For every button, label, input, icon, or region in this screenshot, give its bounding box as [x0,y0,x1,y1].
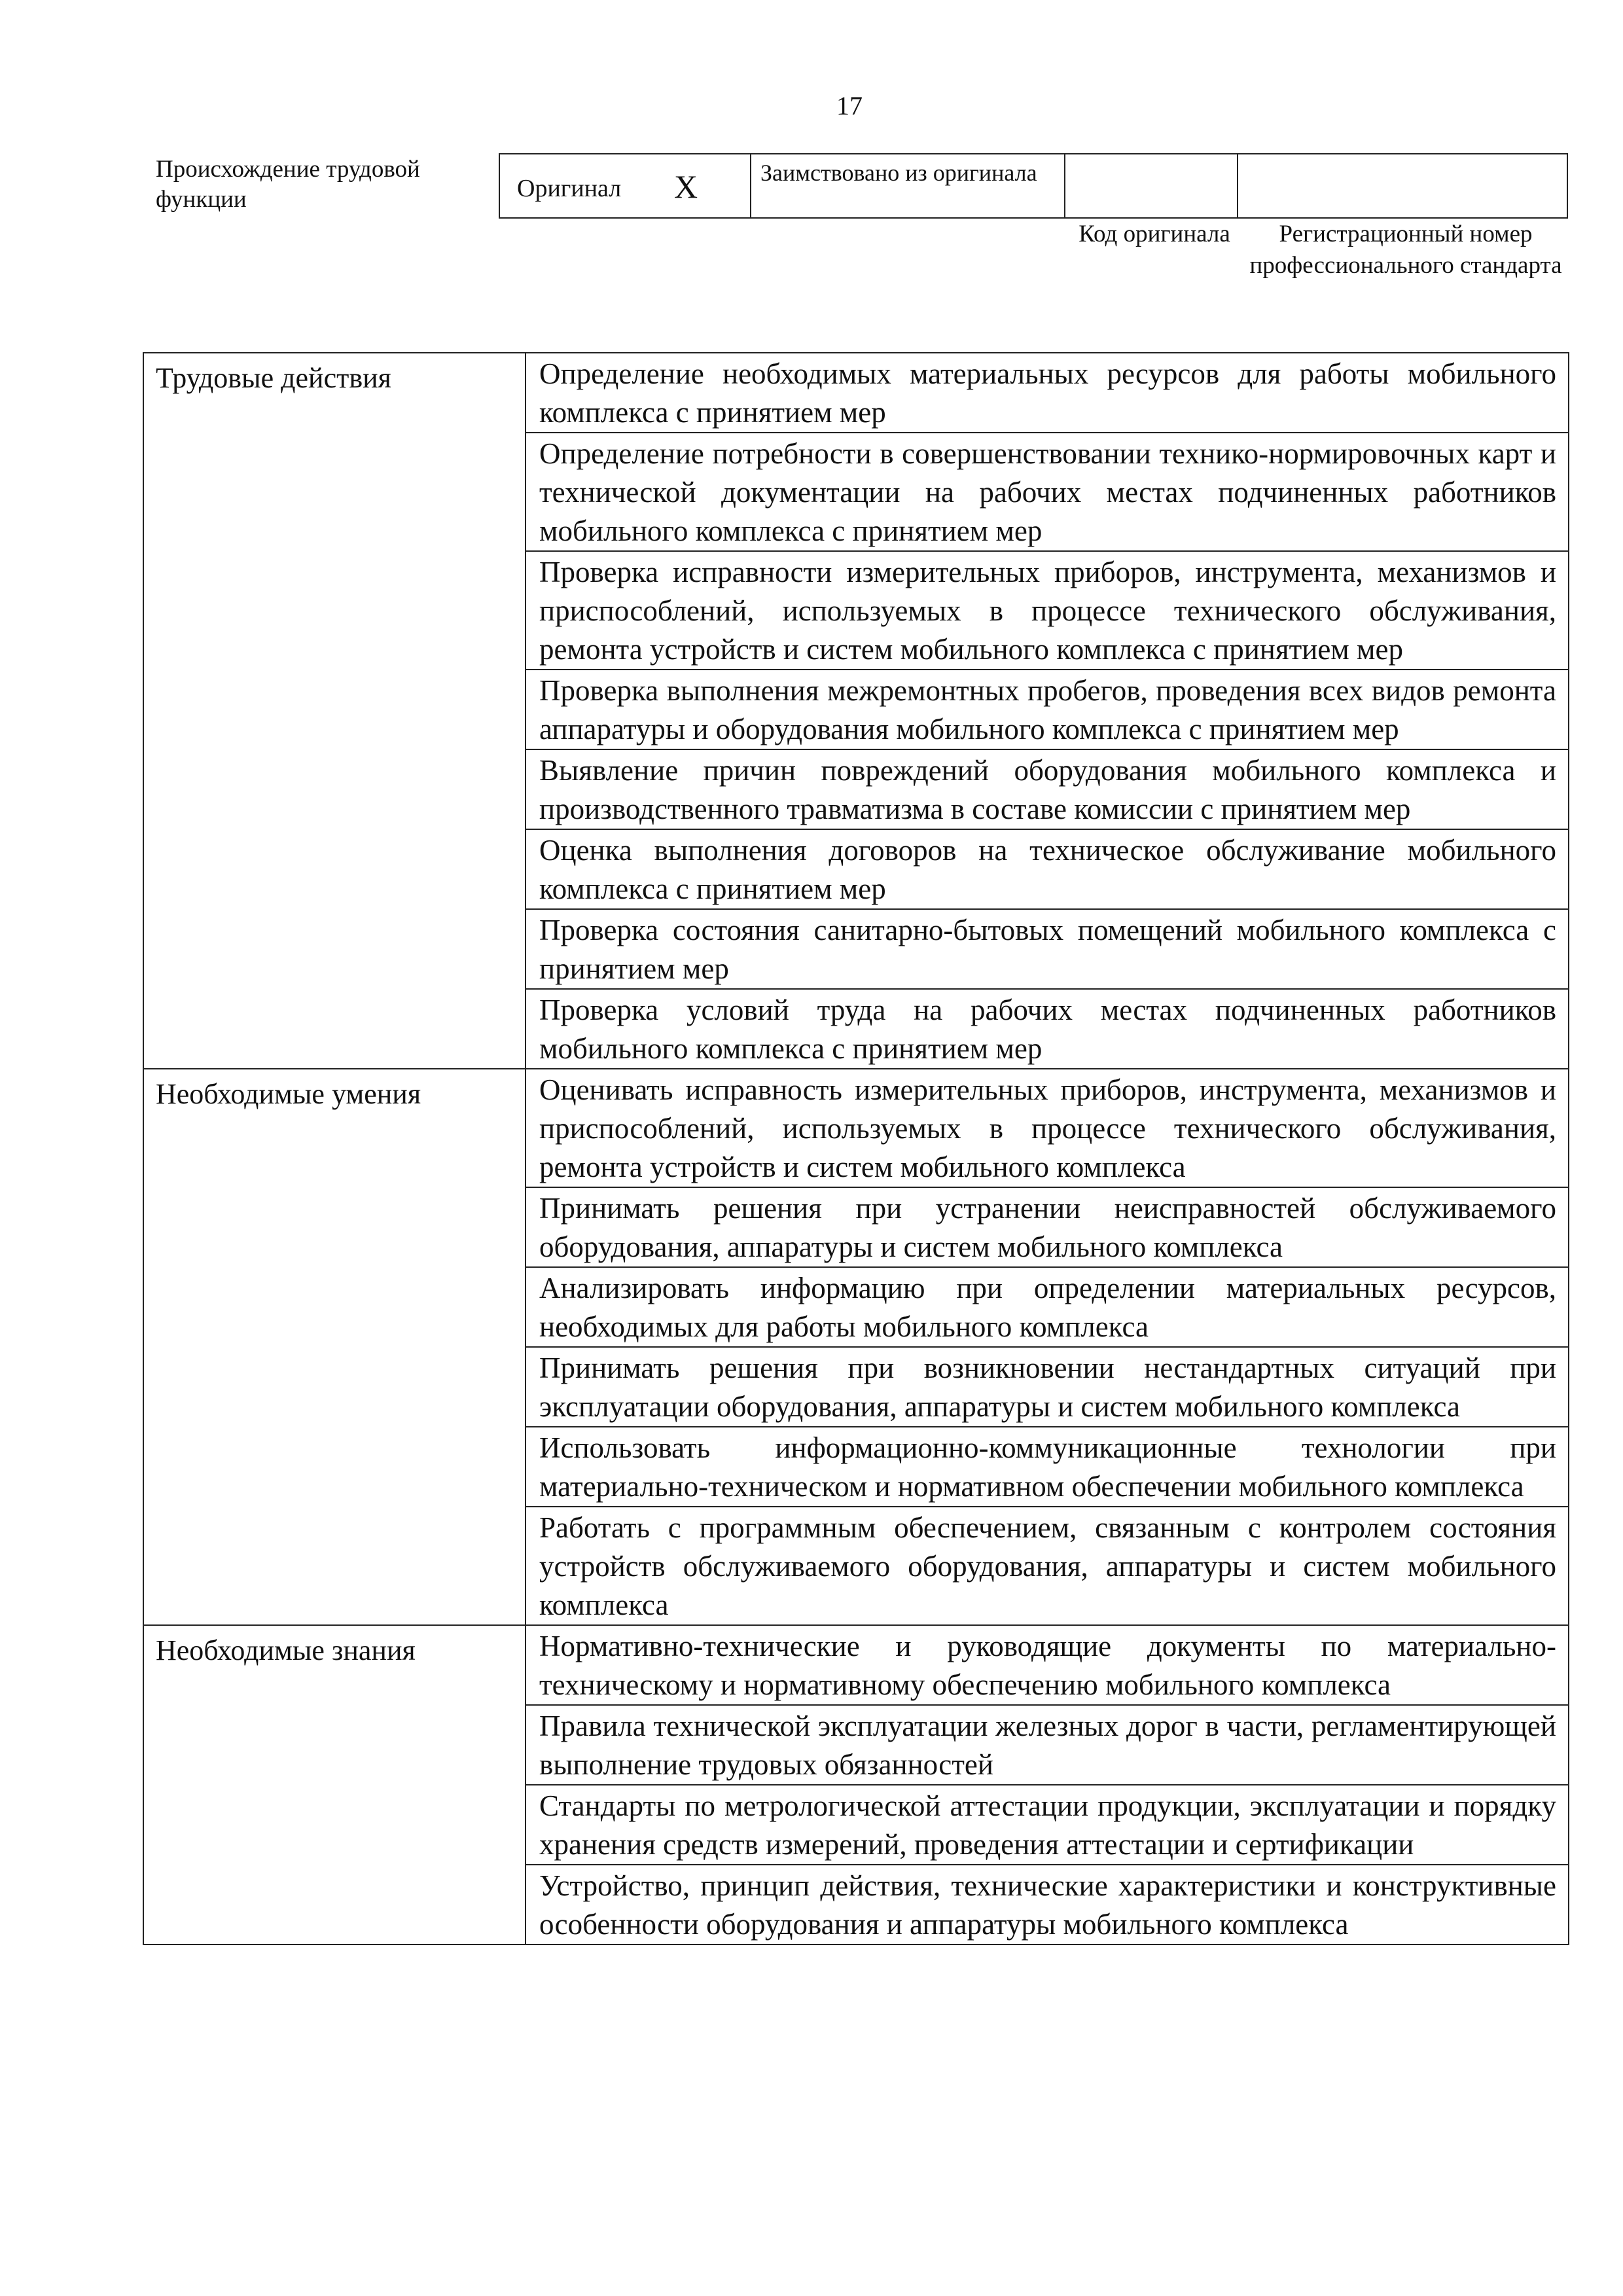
registration-number-cell [1238,154,1569,217]
borrowed-label: Заимствовано из оригинала [760,160,1037,186]
table-cell: Проверка состояния санитарно-бытовых помещений мобильного комплекса с принятием мер [526,909,1569,989]
original-mark: X [674,168,698,205]
table-cell: Определение потребности в совершенствовании технико-нормировочных карт и технической документации на рабочих местах подчиненных работников мобильного комплекса с принятием мер [526,433,1569,551]
section-title: Трудовые действия [143,353,526,1069]
origin-label: Происхождение трудовой функции [156,156,420,213]
table-cell: Проверка условий труда на рабочих местах подчиненных работников мобильного комплекса с принятием мер [526,989,1569,1069]
table-cell: Работать с программным обеспечением, связанным с контролем состояния устройств обслуживаемого оборудования, аппаратуры и систем мобильного комплекса [526,1507,1569,1625]
table-cell: Принимать решения при возникновении нестандартных ситуаций при эксплуатации оборудования, аппаратуры и систем мобильного комплекса [526,1347,1569,1427]
table-cell: Оценка выполнения договоров на техническое обслуживание мобильного комплекса с принятием мер [526,829,1569,909]
table-cell: Проверка выполнения межремонтных пробегов, проведения всех видов ремонта аппаратуры и оборудования мобильного комплекса с принятием мер [526,670,1569,749]
table-cell: Выявление причин повреждений оборудования мобильного комплекса и производственного травматизма в составе комиссии с принятием мер [526,749,1569,829]
table-row [143,1625,1569,1705]
registration-caption: Регистрационный номер профессионального стандарта [1249,221,1562,279]
table-row [143,353,1569,433]
table-cell: Проверка исправности измерительных приборов, инструмента, механизмов и приспособлений, используемых в процессе технического обслуживания, ремонта устройств и систем мобильного комплекса с принятием мер [526,551,1569,670]
original-cell [500,154,751,217]
function-table [143,352,1569,1945]
original-code-cell [1065,154,1238,217]
table-cell: Использовать информационно-коммуникационные технологии при материально-техническом и нормативном обеспечении мобильного комплекса [526,1427,1569,1507]
table-cell: Анализировать информацию при определении материальных ресурсов, необходимых для работы мобильного комплекса [526,1267,1569,1347]
borrowed-cell [751,154,1065,217]
table-cell: Определение необходимых материальных ресурсов для работы мобильного комплекса с принятием мер [526,353,1569,433]
table-cell: Устройство, принцип действия, технические характеристики и конструктивные особенности оборудования и аппаратуры мобильного комплекса [526,1865,1569,1945]
section-title: Необходимые умения [143,1069,526,1625]
original-label: Оригинал [517,175,622,202]
table-cell: Правила технической эксплуатации железных дорог в части, регламентирующей выполнение трудовых обязанностей [526,1705,1569,1785]
table-cell: Оценивать исправность измерительных приборов, инструмента, механизмов и приспособлений, используемых в процессе технического обслуживания, ремонта устройств и систем мобильного комплекса [526,1069,1569,1187]
table-cell: Принимать решения при устранении неисправностей обслуживаемого оборудования, аппаратуры и систем мобильного комплекса [526,1187,1569,1267]
section-title: Необходимые знания [143,1625,526,1945]
table-cell: Стандарты по метрологической аттестации продукции, эксплуатации и порядку хранения средств измерений, проведения аттестации и сертификации [526,1785,1569,1865]
code-caption: Код оригинала [1079,221,1230,247]
table-row [143,1069,1569,1187]
table-cell: Нормативно-технические и руководящие документы по материально-техническому и нормативному обеспечению мобильного комплекса [526,1625,1569,1705]
page-number: 17 [836,91,863,120]
origin-box [499,153,1568,219]
